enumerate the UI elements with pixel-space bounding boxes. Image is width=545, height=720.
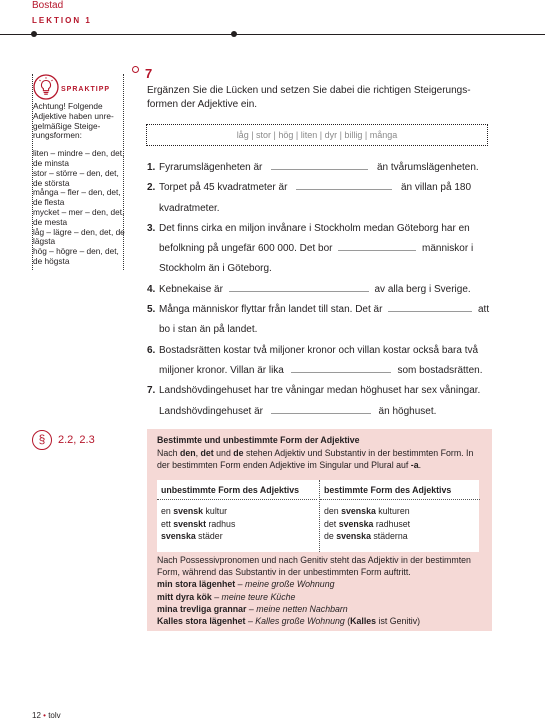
exercise-item — [147, 219, 492, 280]
tip-form: många – fler – den, det, de flesta — [33, 187, 121, 208]
gap-blank[interactable] — [271, 160, 368, 170]
text: ist Genitiv) — [376, 616, 421, 627]
item-text: Fyrarumslägenheten är — [159, 162, 263, 173]
example-line — [157, 578, 487, 590]
table-header: unbestimmte Form des Adjektivs — [161, 485, 300, 495]
text-bold: svenska — [338, 518, 374, 529]
item-text: än villan på 180 kvadratmeter. — [159, 182, 472, 214]
item-number: 3. — [147, 222, 156, 234]
tip-form: mycket – mer – den, det, de mesta — [33, 206, 125, 227]
text-bold: det — [200, 448, 214, 458]
table-row — [161, 505, 235, 518]
tip-form: liten – mindre – den, det, de minsta — [33, 148, 125, 168]
gap-blank[interactable] — [296, 180, 392, 190]
example-line — [157, 591, 487, 603]
exercise-item — [147, 381, 492, 422]
gap-blank[interactable] — [229, 282, 369, 292]
item-number: 7. — [147, 385, 156, 397]
item-text: Kebnekaise är — [159, 283, 223, 295]
text: städerna — [370, 531, 408, 541]
text: kulturen — [375, 506, 410, 516]
text: und — [213, 448, 234, 458]
tip-label: SPRAKTIPP — [61, 86, 111, 93]
text-bold: de — [233, 448, 244, 458]
translation: – meine teure Küche — [211, 591, 296, 602]
text: Nach — [157, 448, 180, 458]
item-number: 4. — [147, 283, 156, 295]
item-text: som bostadsrätten. — [397, 364, 483, 376]
table-rows — [161, 505, 235, 543]
translation: – meine netten Nachbarn — [246, 603, 348, 614]
text-bold: -a — [410, 460, 419, 470]
exercise-instruction: Ergänzen Sie die Lücken und setzen Sie dabei die richtigen Steigerungsformen der Adjektive ein. — [147, 85, 471, 110]
lesson-label: LEKTION 1 — [32, 16, 92, 25]
tip-form: hög – högre – den, det, de högsta — [33, 246, 119, 266]
table-header-rule — [320, 499, 480, 500]
table-col-indefinite — [157, 480, 317, 552]
text-bold: svenska — [341, 506, 376, 516]
item-text: Landshövdingehuset har tre våningar medan höghuset har sex våningar. Landshövdingehuset är — [159, 385, 481, 417]
header-dot-left — [31, 31, 37, 37]
table-header-rule — [157, 499, 317, 500]
item-text: Torpet på 45 kvadratmeter är — [159, 182, 288, 194]
text: radhus — [206, 518, 236, 529]
table-header: bestimmte Form des Adjektivs — [324, 485, 452, 495]
item-number: 2. — [147, 182, 156, 194]
text: radhuset — [373, 518, 411, 529]
item-text: av alla berg i Sverige. — [374, 283, 471, 295]
item-text: människor i Stockholm än i Göteborg. — [159, 243, 474, 275]
text: en — [161, 506, 174, 516]
text-bold: mina trevliga grannar — [157, 603, 247, 614]
text-bold: den — [179, 448, 196, 458]
paragraph-icon: § — [32, 430, 52, 450]
grammar-table — [157, 480, 479, 552]
text: städer — [195, 531, 223, 541]
tip-form: stor – större – den, det, de största — [33, 167, 119, 188]
gap-blank[interactable] — [388, 302, 472, 312]
header-dot-right — [231, 31, 237, 37]
header-title: Bostad — [32, 0, 64, 11]
grammar-title: Bestimmte und unbestimmte Form der Adjektive — [157, 435, 360, 445]
translation: – meine große Wohnung — [235, 579, 335, 590]
table-row — [324, 530, 410, 543]
item-number: 1. — [147, 162, 156, 173]
tip-form: låg – lägre – den, det, de lägsta — [33, 226, 125, 247]
gap-blank[interactable] — [291, 363, 391, 373]
table-col-definite — [319, 480, 480, 552]
grammar-box — [147, 429, 492, 631]
translation: – Kalles große Wohnung — [245, 616, 345, 627]
table-row — [324, 505, 410, 518]
exercise-item — [147, 280, 492, 300]
lightbulb-icon — [33, 74, 59, 100]
exercise-item — [147, 178, 492, 219]
page-word: tolv — [48, 711, 61, 720]
text-bold: min stora lägenhet — [157, 579, 236, 590]
exercise-number: 7 — [145, 66, 153, 81]
tip-text — [33, 102, 125, 267]
item-text: Bostadsrätten kostar två miljoner kronor och villan kostar också bara två miljoner kronor. Villan är lika — [159, 344, 479, 376]
text: de — [324, 531, 337, 541]
exercise-marker-icon — [132, 66, 139, 73]
language-tip-box — [32, 74, 124, 270]
text: det — [324, 518, 339, 529]
page-footer — [32, 711, 61, 720]
grammar-intro — [157, 447, 482, 471]
item-text: än höghuset. — [378, 405, 437, 417]
table-rows — [324, 505, 410, 543]
text-bold: Kalles — [350, 616, 377, 627]
item-text: Det finns cirka en miljon invånare i Stockholm medan Göteborg har en befolkning på ungefär 600 000. Det bor — [159, 222, 470, 255]
example-line — [157, 603, 487, 615]
text-bold: svenska — [161, 531, 196, 541]
header-rule — [0, 34, 545, 35]
item-text: att bo i stan än på landet. — [159, 304, 490, 336]
grammar-note — [157, 554, 487, 627]
bullet-separator: • — [43, 711, 46, 720]
note-text: Nach Possessivpronomen und nach Genitiv steht das Adjektiv in der bestimmten Form, während das Substantiv in der unbestimmten Form auftritt. — [157, 555, 471, 578]
text: stehen Adjektiv und Substantiv in der bestimmten Form. In der bestimmten Form enden Adjektive im Singular und Plural auf — [157, 448, 474, 470]
item-text: än tvårumslägenheten. — [376, 162, 479, 173]
text: kultur — [203, 506, 228, 516]
exercise-item — [147, 341, 492, 382]
text: ett — [161, 518, 174, 529]
text: den — [324, 506, 342, 516]
table-row — [161, 530, 235, 543]
exercise-list — [147, 158, 492, 422]
text-bold: Kalles stora lägenhet — [157, 616, 246, 627]
item-number: 5. — [147, 304, 156, 316]
word-bank: låg | stor | hög | liten | dyr | billig | många — [146, 124, 488, 146]
gap-blank[interactable] — [338, 241, 416, 251]
text: , — [195, 448, 201, 458]
text-bold: svensk — [173, 506, 204, 516]
table-row — [324, 518, 410, 531]
text: ( — [344, 616, 351, 627]
text-bold: mitt dyra kök — [157, 591, 212, 602]
text-bold: svenskt — [173, 518, 206, 529]
grammar-reference: 2.2, 2.3 — [58, 434, 95, 446]
example-line — [157, 615, 487, 627]
table-row — [161, 518, 235, 531]
page-number: 12 — [32, 711, 41, 720]
exercise-item — [147, 158, 492, 178]
text-bold: svenska — [336, 531, 371, 541]
item-text: Många människor flyttar från landet till stan. Det är — [159, 304, 383, 316]
tip-intro: Achtung! Folgende Adjektive haben unregelmäßige Steigerungsformen: — [33, 101, 114, 141]
gap-blank[interactable] — [271, 404, 371, 414]
exercise-item — [147, 300, 492, 341]
item-number: 6. — [147, 344, 156, 356]
text: . — [418, 460, 422, 470]
